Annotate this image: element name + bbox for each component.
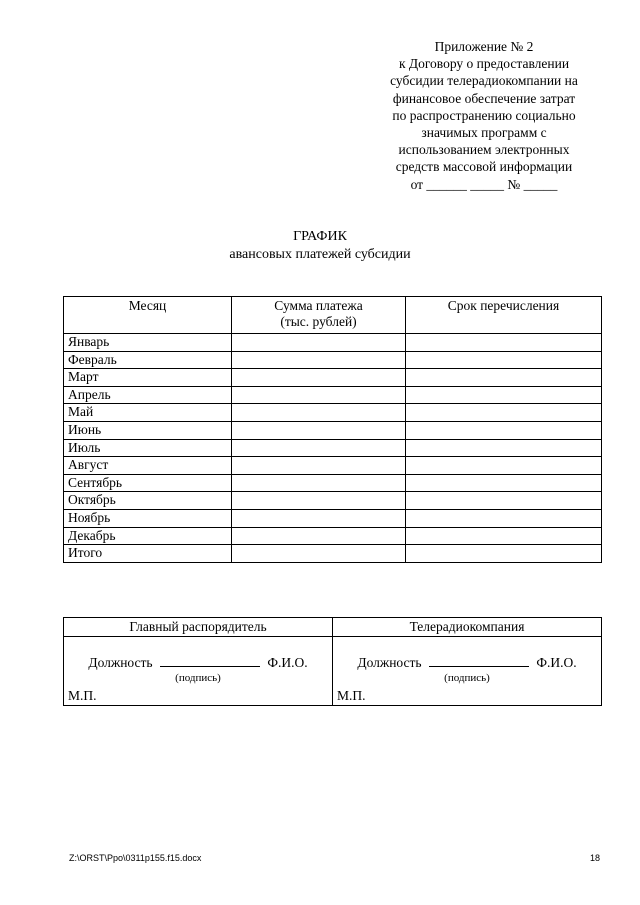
- amount-cell: [232, 545, 406, 563]
- stamp-label: М.П.: [337, 688, 366, 703]
- signature-blank: [429, 654, 529, 667]
- month-cell: Декабрь: [64, 527, 232, 545]
- transfer-date-cell: [406, 509, 602, 527]
- transfer-date-cell: [406, 334, 602, 352]
- table-row: [64, 509, 602, 527]
- amount-cell: [232, 509, 406, 527]
- appendix-line: по распространению социально: [392, 107, 576, 123]
- appendix-line: к Договору о предоставлении: [398, 56, 570, 72]
- amount-cell: [232, 334, 406, 352]
- transfer-date-cell: [406, 457, 602, 475]
- table-row: [64, 527, 602, 545]
- signature-line-left: [64, 654, 332, 671]
- stamp-label: М.П.: [68, 688, 97, 703]
- header-amount-unit: (тыс. рублей): [280, 314, 357, 329]
- transfer-date-cell: [406, 351, 602, 369]
- month-cell: Февраль: [64, 351, 232, 369]
- month-cell: Апрель: [64, 386, 232, 404]
- appendix-line: субсидии телерадиокомпании на: [390, 73, 578, 89]
- signature-blank: [160, 654, 260, 667]
- month-cell: Май: [64, 404, 232, 422]
- month-cell: Октябрь: [64, 492, 232, 510]
- header-amount-label: Сумма платежа: [274, 298, 363, 313]
- position-label: Должность: [88, 655, 153, 670]
- table-row: [64, 421, 602, 439]
- month-cell: Итого: [64, 545, 232, 563]
- transfer-date-cell: [406, 474, 602, 492]
- table-row: [64, 386, 602, 404]
- amount-cell: [232, 369, 406, 387]
- month-cell: Август: [64, 457, 232, 475]
- transfer-date-cell: [406, 404, 602, 422]
- signature-note: (подпись): [175, 672, 221, 684]
- document-title: ГРАФИК: [293, 229, 347, 244]
- document-subtitle: авансовых платежей субсидии: [229, 247, 411, 262]
- transfer-date-cell: [406, 386, 602, 404]
- transfer-date-cell: [406, 439, 602, 457]
- amount-cell: [232, 439, 406, 457]
- transfer-date-cell: [406, 492, 602, 510]
- month-cell: Март: [64, 369, 232, 387]
- signature-header-right: Телерадиокомпания: [333, 618, 602, 637]
- footer-page-number: 18: [589, 853, 600, 863]
- amount-cell: [232, 421, 406, 439]
- amount-cell: [232, 492, 406, 510]
- table-row: [64, 404, 602, 422]
- header-amount: [232, 297, 406, 334]
- transfer-date-cell: [406, 421, 602, 439]
- signature-cell-left: [64, 637, 333, 706]
- position-label: Должность: [357, 655, 422, 670]
- appendix-line: Приложение № 2: [434, 39, 534, 54]
- table-row: [64, 492, 602, 510]
- signature-cell-right: [333, 637, 602, 706]
- transfer-date-cell: [406, 545, 602, 563]
- amount-cell: [232, 404, 406, 422]
- table-row: [64, 369, 602, 387]
- table-row: [64, 545, 602, 563]
- month-cell: Июль: [64, 439, 232, 457]
- appendix-block: [366, 38, 602, 193]
- table-row: [64, 439, 602, 457]
- appendix-line: использованием электронных: [398, 142, 570, 158]
- month-cell: Ноябрь: [64, 509, 232, 527]
- signature-header-left: Главный распорядитель: [64, 618, 333, 637]
- amount-cell: [232, 386, 406, 404]
- signatures-table: [63, 617, 602, 706]
- appendix-line: значимых программ с: [421, 125, 547, 141]
- signature-note: (подпись): [444, 672, 490, 684]
- header-transfer-date: Срок перечисления: [406, 297, 602, 334]
- amount-cell: [232, 457, 406, 475]
- name-label: Ф.И.О.: [267, 655, 308, 670]
- amount-cell: [232, 527, 406, 545]
- table-row: [64, 457, 602, 475]
- month-cell: Июнь: [64, 421, 232, 439]
- transfer-date-cell: [406, 527, 602, 545]
- appendix-line: от ______ _____ № _____: [410, 176, 558, 192]
- name-label: Ф.И.О.: [536, 655, 577, 670]
- signature-line-right: [333, 654, 601, 671]
- table-body: [64, 334, 602, 563]
- header-month: Месяц: [64, 297, 232, 334]
- payment-schedule-table: [63, 296, 602, 563]
- amount-cell: [232, 474, 406, 492]
- table-row: [64, 351, 602, 369]
- table-row: [64, 474, 602, 492]
- transfer-date-cell: [406, 369, 602, 387]
- table-row: [64, 334, 602, 352]
- appendix-line: средств массовой информации: [395, 159, 573, 175]
- month-cell: Сентябрь: [64, 474, 232, 492]
- amount-cell: [232, 351, 406, 369]
- appendix-line: финансовое обеспечение затрат: [392, 90, 576, 106]
- table-header-row: [64, 297, 602, 334]
- month-cell: Январь: [64, 334, 232, 352]
- footer-file-path: Z:\ORST\Ppo\0311p155.f15.docx: [69, 853, 202, 863]
